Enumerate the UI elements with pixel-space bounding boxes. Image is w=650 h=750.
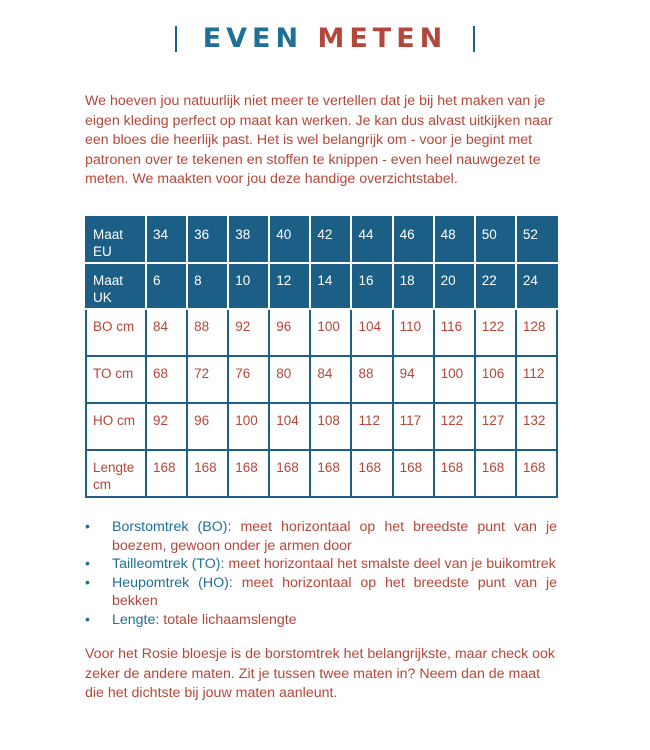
cell: 38 xyxy=(228,217,269,263)
cell: 22 xyxy=(475,263,516,309)
bullet-icon: • xyxy=(85,574,90,591)
cell: 110 xyxy=(393,309,434,356)
cell: 80 xyxy=(269,356,310,403)
row-label: BO cm xyxy=(86,309,146,356)
cell: 168 xyxy=(351,450,392,497)
cell: 106 xyxy=(475,356,516,403)
cell: 127 xyxy=(475,403,516,450)
cell: 94 xyxy=(393,356,434,403)
title-divider-right xyxy=(473,26,475,52)
cell: 20 xyxy=(434,263,475,309)
cell: 100 xyxy=(434,356,475,403)
title-divider-left xyxy=(175,26,177,52)
definition-term: Borstomtrek (BO): xyxy=(112,519,232,535)
cell: 76 xyxy=(228,356,269,403)
cell: 168 xyxy=(146,450,187,497)
cell: 72 xyxy=(187,356,228,403)
bullet-icon: • xyxy=(85,556,90,572)
cell: 14 xyxy=(310,263,351,309)
row-maat-uk xyxy=(86,263,557,309)
definition-item-borstomtrek xyxy=(85,518,557,555)
definition-item-heupomtrek xyxy=(85,574,557,611)
row-ho xyxy=(86,403,557,450)
row-maat-eu xyxy=(86,217,557,263)
cell: 34 xyxy=(146,217,187,263)
cell: 8 xyxy=(187,263,228,309)
outro-paragraph: Voor het Rosie bloesje is de borstomtrek het belangrijkste, maar check ook zeker de andere maten. Zit je tussen twee maten in? Neem dan de maat die het dichtste bij jouw maten aanleunt. xyxy=(85,646,556,702)
title-word-even: EVEN xyxy=(202,23,304,54)
row-to xyxy=(86,356,557,403)
row-bo xyxy=(86,309,557,356)
definition-text: totale lichaamslengte xyxy=(159,611,297,628)
title-word-meten: METEN xyxy=(317,23,448,54)
cell: 10 xyxy=(228,263,269,309)
cell: 108 xyxy=(310,403,351,450)
cell: 116 xyxy=(434,309,475,356)
definition-text: meet horizontaal op het breedste punt van je bekken xyxy=(112,574,557,609)
row-label: TO cm xyxy=(86,356,146,403)
row-label: Maat UK xyxy=(86,263,146,309)
cell: 40 xyxy=(269,217,310,263)
cell: 112 xyxy=(351,403,392,450)
cell: 117 xyxy=(393,403,434,450)
cell: 42 xyxy=(310,217,351,263)
cell: 88 xyxy=(187,309,228,356)
cell: 16 xyxy=(351,263,392,309)
cell: 168 xyxy=(393,450,434,497)
definition-term: Lengte: xyxy=(112,611,160,628)
cell: 92 xyxy=(228,309,269,356)
cell: 12 xyxy=(269,263,310,309)
cell: 84 xyxy=(146,309,187,356)
cell: 168 xyxy=(475,450,516,497)
definition-item-lengte xyxy=(85,611,557,630)
definition-text: meet horizontaal het smalste deel van je buikomtrek xyxy=(224,556,556,572)
cell: 48 xyxy=(434,217,475,263)
cell: 122 xyxy=(434,403,475,450)
cell: 168 xyxy=(269,450,310,497)
row-label: Maat EU xyxy=(86,217,146,263)
bullet-icon: • xyxy=(85,611,90,628)
cell: 168 xyxy=(434,450,475,497)
cell: 112 xyxy=(516,356,557,403)
cell: 36 xyxy=(187,217,228,263)
cell: 104 xyxy=(351,309,392,356)
cell: 96 xyxy=(187,403,228,450)
title-bar xyxy=(0,22,650,56)
cell: 92 xyxy=(146,403,187,450)
cell: 44 xyxy=(351,217,392,263)
cell: 84 xyxy=(310,356,351,403)
cell: 122 xyxy=(475,309,516,356)
definition-term: Heupomtrek (HO): xyxy=(112,574,233,591)
cell: 46 xyxy=(393,217,434,263)
row-label: Lengte cm xyxy=(86,450,146,497)
cell: 52 xyxy=(516,217,557,263)
cell: 168 xyxy=(310,450,351,497)
cell: 6 xyxy=(146,263,187,309)
cell: 50 xyxy=(475,217,516,263)
cell: 96 xyxy=(269,309,310,356)
cell: 104 xyxy=(269,403,310,450)
size-table xyxy=(85,216,558,498)
page-title xyxy=(203,22,448,56)
cell: 168 xyxy=(187,450,228,497)
cell: 168 xyxy=(516,450,557,497)
cell: 68 xyxy=(146,356,187,403)
cell: 18 xyxy=(393,263,434,309)
row-lengte xyxy=(86,450,557,497)
definition-term: Tailleomtrek (TO): xyxy=(112,556,225,572)
cell: 168 xyxy=(228,450,269,497)
cell: 100 xyxy=(310,309,351,356)
definition-item-tailleomtrek xyxy=(85,555,557,574)
row-label: HO cm xyxy=(86,403,146,450)
bullet-icon: • xyxy=(85,519,90,535)
intro-paragraph: We hoeven jou natuurlijk niet meer te vertellen dat je bij het maken van je eigen kleding perfect op maat kan werken. Je kan dus alvast uitkijken naar een bloes die heerlijk past. Het is wel belangrijk om - voor je begint met patronen over te tekenen en stoffen te knippen - even heel nauwgezet te meten. We maakten voor jou deze handige overzichtstabel. xyxy=(85,93,553,188)
cell: 128 xyxy=(516,309,557,356)
cell: 100 xyxy=(228,403,269,450)
cell: 132 xyxy=(516,403,557,450)
definitions-list xyxy=(85,518,557,629)
cell: 88 xyxy=(351,356,392,403)
definition-text: meet horizontaal op het breedste punt van je boezem, gewoon onder je armen door xyxy=(112,519,557,554)
cell: 24 xyxy=(516,263,557,309)
